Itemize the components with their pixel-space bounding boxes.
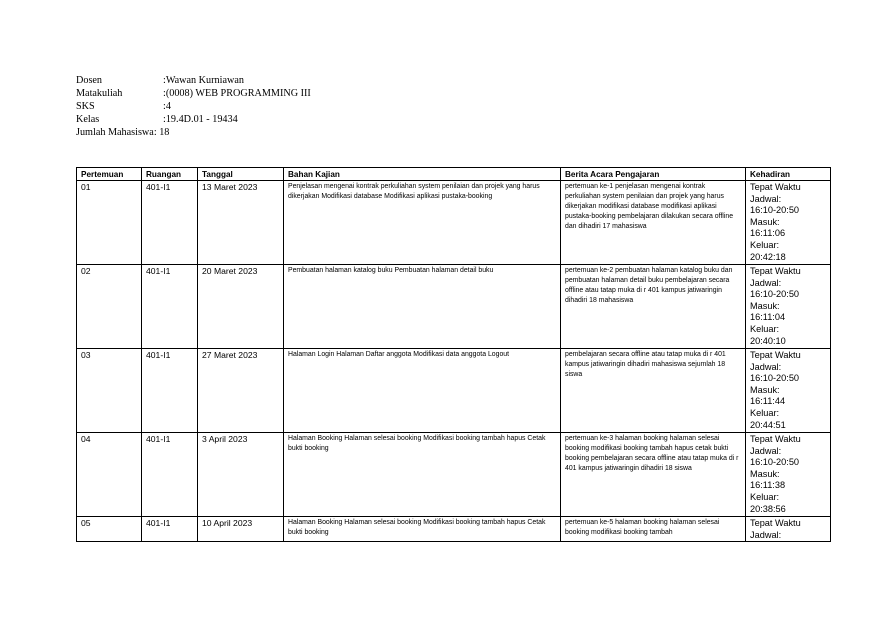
kehadiran-status: Tepat Waktu — [750, 266, 801, 276]
cell-berita-acara: pertemuan ke-5 halaman booking halaman selesai booking modifikasi booking tambah — [561, 517, 746, 542]
header-tanggal: Tanggal — [198, 168, 284, 181]
kehadiran-masuk-label: Masuk: — [750, 468, 780, 479]
header-pertemuan: Pertemuan — [77, 168, 142, 181]
cell-ruangan: 401-I1 — [142, 265, 198, 349]
kehadiran-keluar: 20:38:56 — [750, 503, 786, 514]
info-value: :4 — [163, 101, 171, 112]
kehadiran-jadwal-label: Jadwal: — [750, 361, 782, 372]
cell-berita-acara: pertemuan ke-3 halaman booking halaman selesai booking modifikasi booking tambah hapus cetak bukti booking pembelajaran secara offline atau tatap muka di r 401 kampus jatiwaringin dihadiri 18 siswa — [561, 433, 746, 517]
cell-pertemuan: 01 — [77, 181, 142, 265]
info-key: Dosen — [76, 75, 103, 86]
cell-bahan-kajian: Pembuatan halaman katalog buku Pembuatan halaman detail buku — [284, 265, 561, 349]
kehadiran-masuk: 16:11:44 — [750, 396, 786, 407]
info-row-kelas — [76, 113, 311, 126]
header-ruangan: Ruangan — [142, 168, 198, 181]
cell-kehadiran — [746, 433, 831, 517]
cell-bahan-kajian: Halaman Booking Halaman selesai booking Modifikasi booking tambah hapus Cetak bukti booking — [284, 433, 561, 517]
cell-pertemuan: 05 — [77, 517, 142, 542]
info-value: : 18 — [153, 127, 170, 138]
cell-ruangan: 401-I1 — [142, 349, 198, 433]
header-berita-acara: Berita Acara Pengajaran — [561, 168, 746, 181]
kehadiran-masuk-label: Masuk: — [750, 216, 780, 227]
info-row-jumlah-mahasiswa — [76, 126, 311, 139]
table-row — [77, 517, 831, 542]
kehadiran-status: Tepat Waktu — [750, 350, 801, 360]
kehadiran-jadwal: 16:10-20:50 — [750, 373, 800, 384]
table-row — [77, 349, 831, 433]
table-row — [77, 181, 831, 265]
cell-berita-acara: pertemuan ke-1 penjelasan mengenai kontrak perkuliahan system penilaian dan projek yang harus dikerjakan modifikasi database modifikasi aplikasi pustaka-booking pembelajaran dilakukan secara offline dan dihadiri 17 mahasiswa — [561, 181, 746, 265]
kehadiran-masuk-label: Masuk: — [750, 384, 780, 395]
course-info — [76, 74, 311, 139]
table-row — [77, 433, 831, 517]
kehadiran-jadwal-label: Jadwal: — [750, 193, 782, 204]
kehadiran-status: Tepat Waktu — [750, 518, 801, 528]
kehadiran-masuk: 16:11:06 — [750, 228, 786, 239]
attendance-table — [76, 167, 831, 542]
info-key: Jumlah Mahasiswa — [76, 127, 154, 138]
info-value: :Wawan Kurniawan — [163, 75, 244, 86]
header-kehadiran: Kehadiran — [746, 168, 831, 181]
kehadiran-status: Tepat Waktu — [750, 434, 801, 444]
kehadiran-keluar-label: Keluar: — [750, 323, 780, 334]
info-value: :(0008) WEB PROGRAMMING III — [163, 88, 311, 99]
cell-tanggal: 10 April 2023 — [198, 517, 284, 542]
kehadiran-jadwal: 16:10-20:50 — [750, 457, 800, 468]
kehadiran-jadwal-label: Jadwal: — [750, 277, 782, 288]
kehadiran-keluar-label: Keluar: — [750, 239, 780, 250]
kehadiran-jadwal: 16:10-20:50 — [750, 289, 800, 300]
cell-kehadiran — [746, 349, 831, 433]
cell-tanggal: 27 Maret 2023 — [198, 349, 284, 433]
info-row-sks — [76, 100, 311, 113]
kehadiran-jadwal: 16:10-20:50 — [750, 205, 800, 216]
kehadiran-jadwal-label: Jadwal: — [750, 529, 782, 540]
cell-pertemuan: 02 — [77, 265, 142, 349]
cell-pertemuan: 04 — [77, 433, 142, 517]
table-header-row — [77, 168, 831, 181]
kehadiran-keluar-label: Keluar: — [750, 491, 780, 502]
kehadiran-keluar-label: Keluar: — [750, 407, 780, 418]
cell-kehadiran — [746, 517, 831, 542]
cell-kehadiran — [746, 265, 831, 349]
kehadiran-masuk: 16:11:38 — [750, 480, 786, 491]
cell-bahan-kajian: Halaman Login Halaman Daftar anggota Modifikasi data anggota Logout — [284, 349, 561, 433]
cell-tanggal: 3 April 2023 — [198, 433, 284, 517]
cell-berita-acara: pertemuan ke-2 pembuatan halaman katalog buku dan pembuatan halaman detail buku pembelajaran secara offline atau tatap muka di r 401 kampus jatiwaringin dihadiri 18 mahasiswa — [561, 265, 746, 349]
cell-kehadiran — [746, 181, 831, 265]
cell-bahan-kajian: Halaman Booking Halaman selesai booking Modifikasi booking tambah hapus Cetak bukti booking — [284, 517, 561, 542]
cell-tanggal: 13 Maret 2023 — [198, 181, 284, 265]
kehadiran-jadwal-label: Jadwal: — [750, 445, 782, 456]
info-key: SKS — [76, 101, 95, 112]
table-row — [77, 265, 831, 349]
info-key: Kelas — [76, 114, 100, 125]
kehadiran-keluar: 20:44:51 — [750, 419, 786, 430]
kehadiran-status: Tepat Waktu — [750, 182, 801, 192]
kehadiran-keluar: 20:40:10 — [750, 335, 786, 346]
kehadiran-masuk-label: Masuk: — [750, 300, 780, 311]
header-bahan-kajian: Bahan Kajian — [284, 168, 561, 181]
cell-pertemuan: 03 — [77, 349, 142, 433]
kehadiran-masuk: 16:11:04 — [750, 312, 786, 323]
cell-ruangan: 401-I1 — [142, 181, 198, 265]
info-row-dosen — [76, 74, 311, 87]
info-row-matakuliah — [76, 87, 311, 100]
cell-berita-acara: pembelajaran secara offline atau tatap muka di r 401 kampus jatiwaringin dihadiri mahasiswa sejumlah 18 siswa — [561, 349, 746, 433]
info-value: :19.4D.01 - 19434 — [163, 114, 238, 125]
cell-ruangan: 401-I1 — [142, 517, 198, 542]
cell-bahan-kajian: Penjelasan mengenai kontrak perkuliahan system penilaian dan projek yang harus dikerjakan Modifikasi database Modifikasi aplikasi pustaka-booking — [284, 181, 561, 265]
cell-ruangan: 401-I1 — [142, 433, 198, 517]
info-key: Matakuliah — [76, 88, 123, 99]
cell-tanggal: 20 Maret 2023 — [198, 265, 284, 349]
kehadiran-keluar: 20:42:18 — [750, 251, 786, 262]
